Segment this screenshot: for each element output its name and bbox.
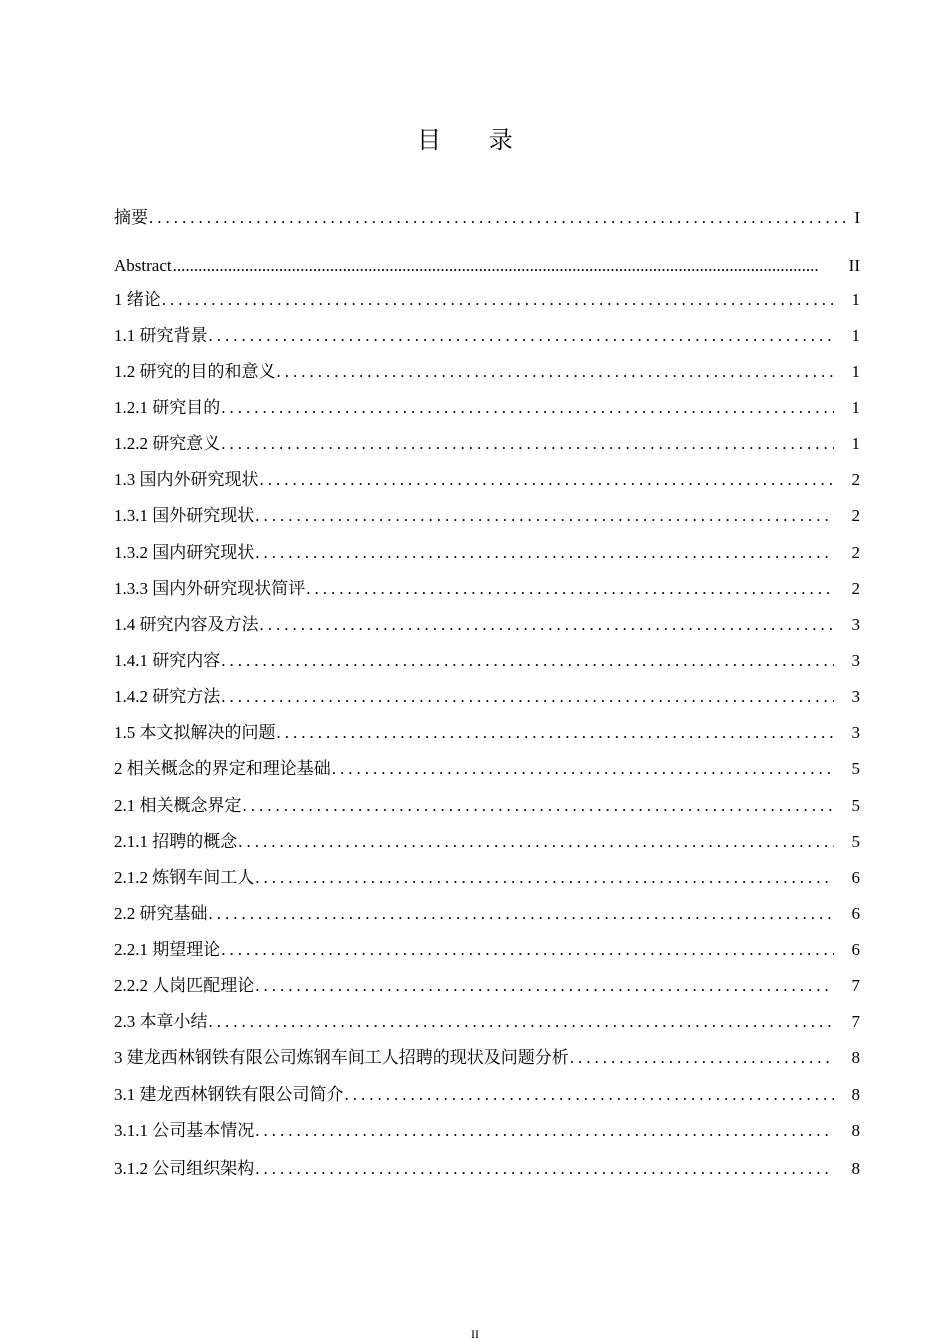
- dot-leader: [306, 577, 834, 601]
- dot-leader: [209, 1010, 835, 1034]
- toc-entry[interactable]: [114, 1119, 860, 1143]
- toc-entry-label: 1.4 研究内容及方法: [114, 615, 259, 634]
- toc-entry-label: 2.2.2 人岗匹配理论: [114, 976, 255, 995]
- toc-entry-label: 1.3.1 国外研究现状: [114, 506, 255, 525]
- toc-entry-page: 2: [851, 579, 860, 598]
- toc-entry-page: 8: [851, 1085, 860, 1104]
- page-title: 目 录: [417, 126, 533, 154]
- dot-leader: [277, 360, 835, 384]
- dot-leader: [255, 974, 834, 998]
- dot-leader: [255, 504, 834, 528]
- toc-entry[interactable]: [114, 254, 860, 278]
- toc-entry-label: 摘要: [114, 208, 148, 227]
- toc-entry-page: 5: [851, 832, 860, 851]
- toc-entry[interactable]: [114, 613, 860, 637]
- toc-entry-page: 1: [851, 398, 860, 417]
- toc-entry-label: 1.2.2 研究意义: [114, 434, 221, 453]
- dot-leader: [173, 254, 847, 278]
- toc-entry-page: 3: [851, 723, 860, 742]
- toc-entry-page: 5: [851, 796, 860, 815]
- toc-entry-label: 1.1 研究背景: [114, 326, 208, 345]
- dot-leader: [221, 649, 834, 673]
- toc-entry[interactable]: [114, 830, 860, 854]
- dot-leader: [162, 288, 834, 312]
- toc-entry-page: 1: [851, 290, 860, 309]
- toc-entry-label: 2 相关概念的界定和理论基础: [114, 759, 331, 778]
- toc-entry-page: 1: [851, 434, 860, 453]
- dot-leader: [209, 324, 835, 348]
- toc-entry-page: 1: [851, 326, 860, 345]
- toc-entry[interactable]: [114, 902, 860, 926]
- toc-entry-label: 1.3.3 国内外研究现状简评: [114, 579, 306, 598]
- toc-entry-page: 2: [851, 470, 860, 489]
- toc-entry-label: Abstract: [114, 256, 172, 275]
- toc-entry-page: I: [854, 208, 860, 227]
- toc-entry[interactable]: [114, 432, 860, 456]
- toc-entry[interactable]: [114, 541, 860, 565]
- toc-entry-label: 2.1.2 炼钢车间工人: [114, 868, 255, 887]
- toc-entry-page: II: [848, 256, 860, 275]
- toc-entry-page: 6: [851, 868, 860, 887]
- toc-entry[interactable]: [114, 685, 860, 709]
- toc-entry-label: 1.4.2 研究方法: [114, 687, 221, 706]
- dot-leader: [260, 613, 835, 637]
- toc-entry-page: 8: [851, 1121, 860, 1140]
- toc-entry[interactable]: [114, 360, 860, 384]
- dot-leader: [221, 938, 834, 962]
- dot-leader: [149, 206, 850, 230]
- dot-leader: [243, 794, 835, 818]
- dot-leader: [570, 1046, 834, 1070]
- dot-leader: [209, 902, 835, 926]
- toc-entry-page: 6: [851, 940, 860, 959]
- toc-entry[interactable]: [114, 504, 860, 528]
- dot-leader: [221, 685, 834, 709]
- toc-entry[interactable]: [114, 1083, 860, 1107]
- dot-leader: [277, 721, 835, 745]
- toc-entry-label: 1.3.2 国内研究现状: [114, 543, 255, 562]
- toc-entry-label: 1.4.1 研究内容: [114, 651, 221, 670]
- dot-leader: [332, 757, 834, 781]
- dot-leader: [221, 432, 834, 456]
- toc-entry[interactable]: [114, 649, 860, 673]
- toc-entry-page: 8: [851, 1048, 860, 1067]
- toc-entry[interactable]: [114, 468, 860, 492]
- toc-entry-page: 1: [851, 362, 860, 381]
- toc-entry-page: 7: [851, 976, 860, 995]
- toc-entry-label: 2.1 相关概念界定: [114, 796, 242, 815]
- page-number: II: [471, 1327, 479, 1341]
- dot-leader: [260, 468, 835, 492]
- toc-entry[interactable]: [114, 974, 860, 998]
- toc-entry-page: 3: [851, 687, 860, 706]
- toc-entry[interactable]: [114, 1157, 860, 1181]
- toc-entry-page: 6: [851, 904, 860, 923]
- toc-entry-label: 3.1.2 公司组织架构: [114, 1159, 255, 1178]
- toc-entry-label: 1.3 国内外研究现状: [114, 470, 259, 489]
- dot-leader: [238, 830, 834, 854]
- toc-entry-page: 3: [851, 651, 860, 670]
- toc-entry-label: 3.1.1 公司基本情况: [114, 1121, 255, 1140]
- toc-entry[interactable]: [114, 1010, 860, 1034]
- toc-entry-page: 7: [851, 1012, 860, 1031]
- toc-entry[interactable]: [114, 324, 860, 348]
- dot-leader: [345, 1083, 835, 1107]
- toc-entry[interactable]: [114, 206, 860, 230]
- dot-leader: [255, 541, 834, 565]
- toc-entry-page: 5: [851, 759, 860, 778]
- toc-entry-label: 3 建龙西林钢铁有限公司炼钢车间工人招聘的现状及问题分析: [114, 1048, 569, 1067]
- toc-entry-label: 1 绪论: [114, 290, 161, 309]
- toc-entry-page: 3: [851, 615, 860, 634]
- toc-entry-label: 2.2.1 期望理论: [114, 940, 221, 959]
- toc-entry-label: 3.1 建龙西林钢铁有限公司简介: [114, 1085, 344, 1104]
- toc-entry[interactable]: [114, 757, 860, 781]
- toc-entry[interactable]: [114, 866, 860, 890]
- dot-leader: [255, 1157, 834, 1181]
- toc-entry[interactable]: [114, 938, 860, 962]
- toc-entry-page: 2: [851, 543, 860, 562]
- toc-entry-label: 2.2 研究基础: [114, 904, 208, 923]
- toc-entry[interactable]: [114, 794, 860, 818]
- toc-entry[interactable]: [114, 396, 860, 420]
- toc-entry-page: 2: [851, 506, 860, 525]
- toc-entry[interactable]: [114, 577, 860, 601]
- toc-entry-page: 8: [851, 1159, 860, 1178]
- toc-entry-label: 1.2 研究的目的和意义: [114, 362, 276, 381]
- dot-leader: [255, 866, 834, 890]
- toc-entry-label: 1.2.1 研究目的: [114, 398, 221, 417]
- toc-entry[interactable]: [114, 288, 860, 312]
- toc-entry-label: 2.1.1 招聘的概念: [114, 832, 238, 851]
- toc-entry-label: 2.3 本章小结: [114, 1012, 208, 1031]
- dot-leader: [255, 1119, 834, 1143]
- toc-entry[interactable]: [114, 721, 860, 745]
- toc-entry[interactable]: [114, 1046, 860, 1070]
- toc-entry-label: 1.5 本文拟解决的问题: [114, 723, 276, 742]
- dot-leader: [221, 396, 834, 420]
